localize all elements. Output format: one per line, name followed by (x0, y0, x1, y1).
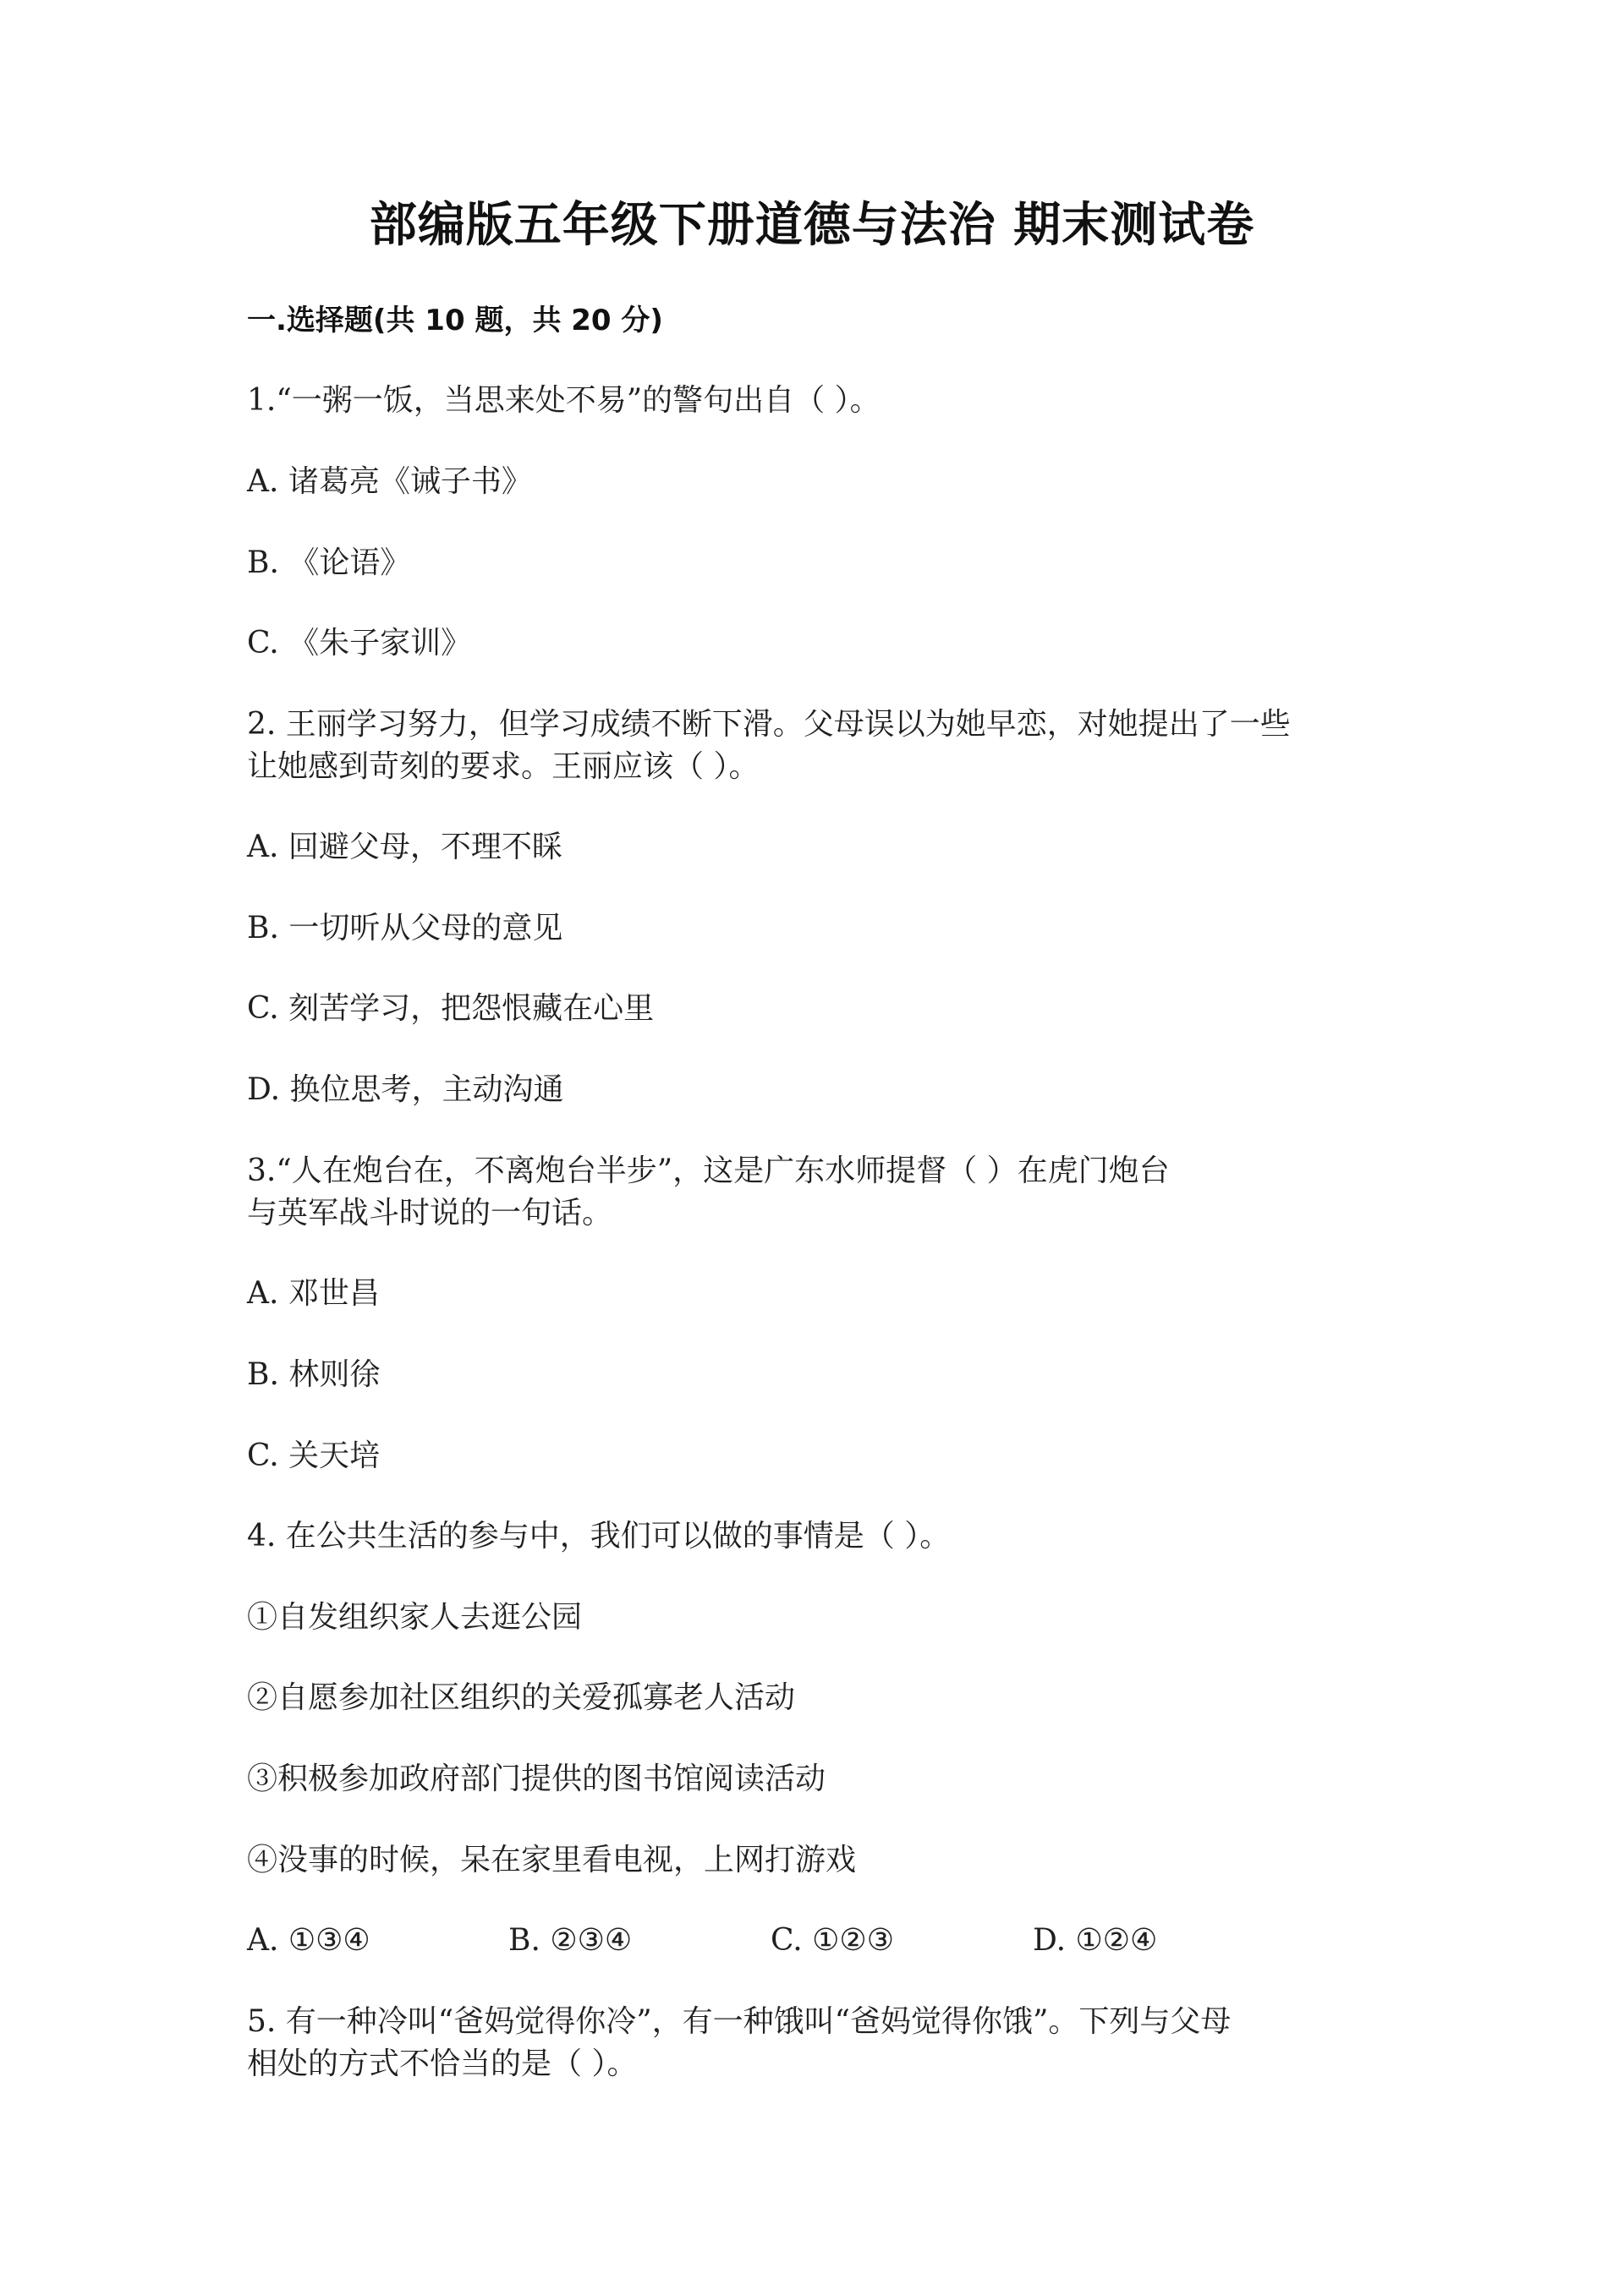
question-3-stem-line-1: 3.“人在炮台在，不离炮台半步”，这是广东水师提督（ ）在虎门炮台 (247, 1153, 1170, 1188)
question-4-item-1: ①自发组织家人去逛公园 (247, 1600, 583, 1635)
question-1-option-a: A. 诸葛亮《诫子书》 (247, 464, 532, 499)
question-3-stem-line-2: 与英军战斗时说的一句话。 (247, 1196, 613, 1230)
question-2-stem-line-2: 让她感到苛刻的要求。王丽应该（ ）。 (247, 749, 760, 784)
question-5-stem-line-2: 相处的方式不恰当的是（ ）。 (247, 2047, 638, 2081)
question-2-option-d: D. 换位思考，主动沟通 (247, 1072, 564, 1107)
question-3-option-b: B. 林则徐 (247, 1357, 381, 1392)
question-4-option-d: D. ①②④ (1033, 1923, 1158, 1958)
question-4-item-4: ④没事的时候，呆在家里看电视，上网打游戏 (247, 1843, 857, 1877)
question-2-stem-line-1: 2. 王丽学习努力，但学习成绩不断下滑。父母误以为她早恋，对她提出了一些 (247, 707, 1291, 742)
question-1-option-c: C. 《朱子家训》 (247, 626, 472, 660)
question-4-option-b: B. ②③④ (508, 1923, 633, 1958)
question-4-option-a: A. ①③④ (247, 1923, 370, 1958)
section-heading: 一.选择题(共 10 题，共 20 分) (247, 304, 663, 337)
question-1-option-b: B. 《论语》 (247, 545, 411, 580)
question-5-stem-line-1: 5. 有一种冷叫“爸妈觉得你冷”，有一种饿叫“爸妈觉得你饿”。下列与父母 (247, 2004, 1232, 2039)
question-1-stem: 1.“一粥一饭，当思来处不易”的警句出自（ ）。 (247, 383, 881, 418)
question-4-option-c: C. ①②③ (771, 1923, 894, 1958)
question-2-option-a: A. 回避父母，不理不睬 (247, 830, 562, 864)
question-3-option-c: C. 关天培 (247, 1438, 381, 1473)
question-4-stem: 4. 在公共生活的参与中，我们可以做的事情是（ ）。 (247, 1519, 951, 1553)
page-title: 部编版五年级下册道德与法治 期末测试卷 (369, 198, 1255, 253)
question-4-item-2: ②自愿参加社区组织的关爱孤寡老人活动 (247, 1680, 796, 1715)
question-2-option-c: C. 刻苦学习，把怨恨藏在心里 (247, 991, 655, 1026)
question-3-option-a: A. 邓世昌 (247, 1276, 380, 1311)
question-4-item-3: ③积极参加政府部门提供的图书馆阅读活动 (247, 1762, 826, 1796)
question-2-option-b: B. 一切听从父母的意见 (247, 911, 563, 945)
